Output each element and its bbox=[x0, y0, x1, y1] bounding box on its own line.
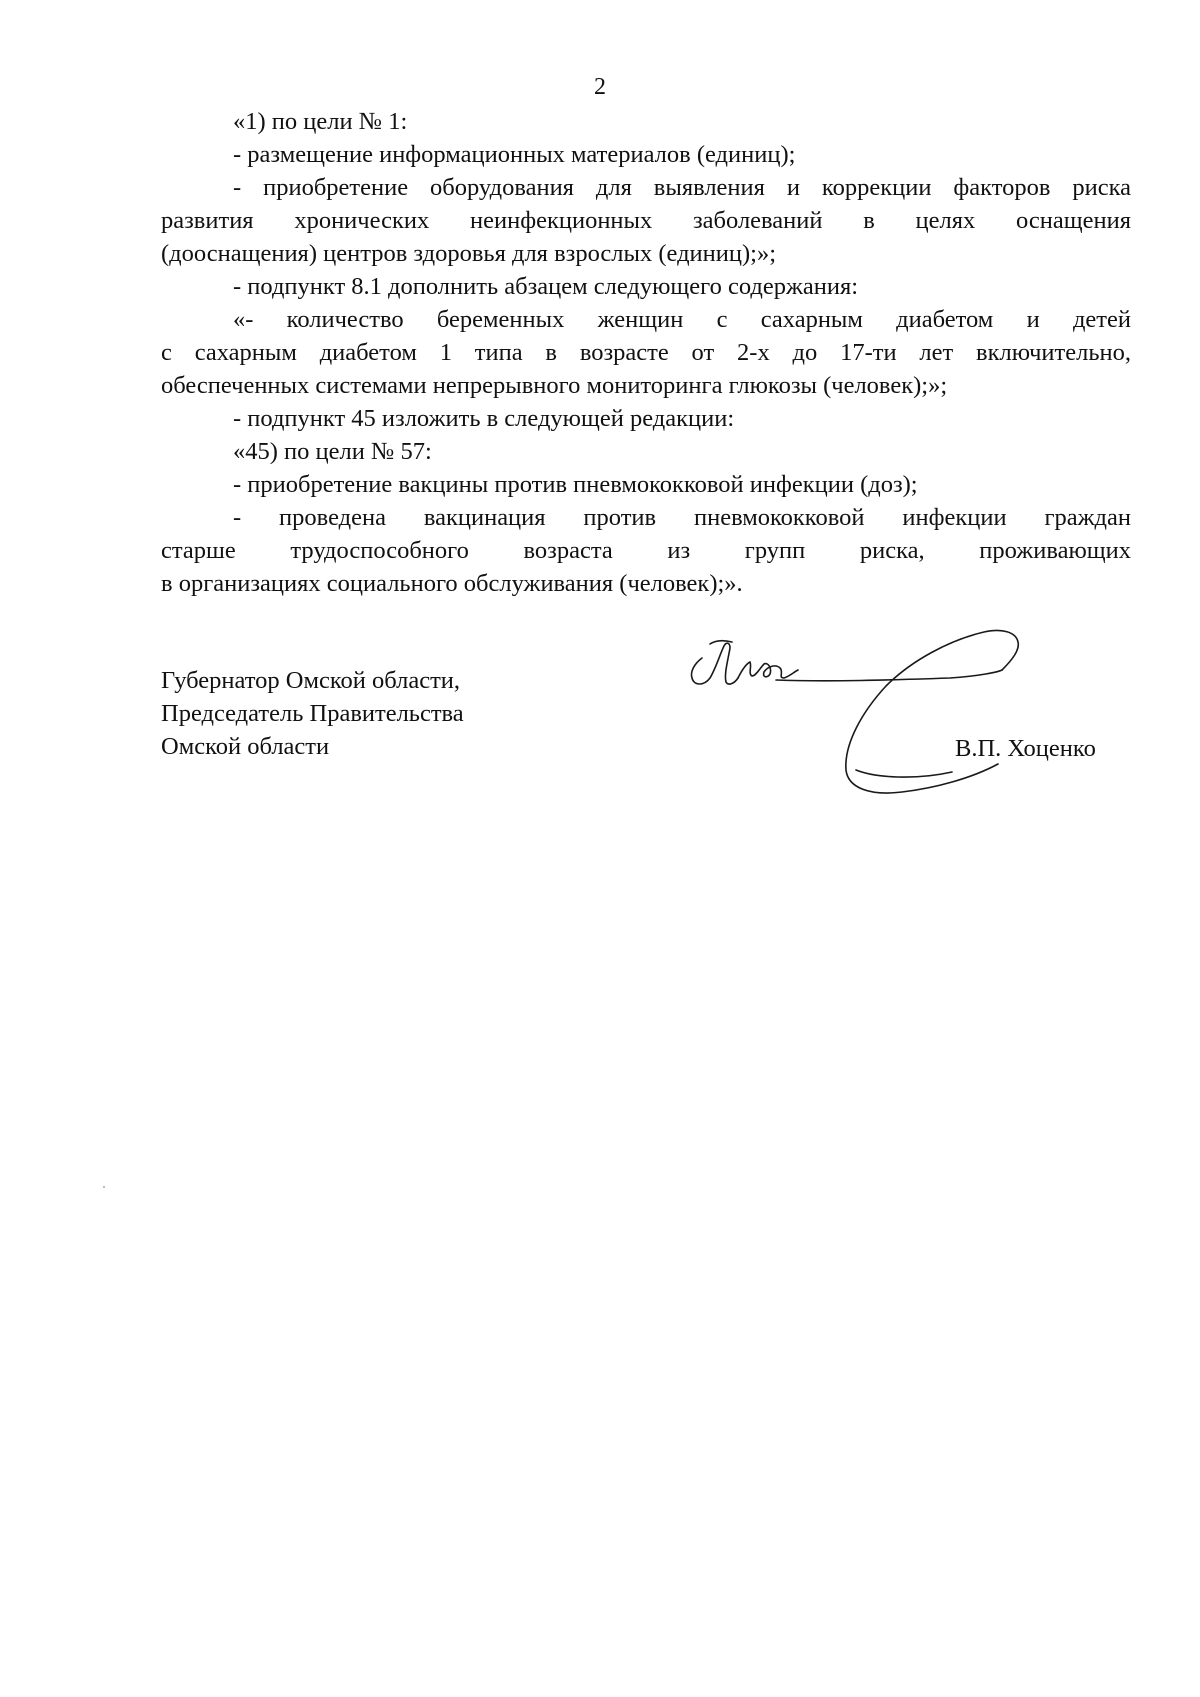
paragraph-line: «45) по цели № 57: bbox=[233, 438, 432, 465]
document-body bbox=[161, 105, 1131, 600]
paragraph-line: - приобретение оборудования для выявления и коррекции факторов риска bbox=[233, 174, 1131, 201]
signatory-position-line: Губернатор Омской области, bbox=[161, 667, 461, 694]
paragraph-line: «- количество беременных женщин с сахарным диабетом и детей bbox=[233, 306, 1131, 333]
scan-artifact bbox=[103, 1186, 105, 1188]
paragraph-line: старше трудоспособного возраста из групп риска, проживающих bbox=[161, 537, 1131, 564]
paragraph-line: с сахарным диабетом 1 типа в возрасте от 2-х до 17-ти лет включительно, bbox=[161, 339, 1131, 366]
paragraph-line: - размещение информационных материалов (единиц); bbox=[233, 141, 796, 168]
paragraph-line: (дооснащения) центров здоровья для взрослых (единиц);»; bbox=[161, 240, 777, 267]
page-number: 2 bbox=[594, 74, 606, 100]
handwritten-signature bbox=[680, 620, 1100, 840]
paragraph-line: - подпункт 8.1 дополнить абзацем следующего содержания: bbox=[233, 273, 859, 300]
paragraph-line: - проведена вакцинация против пневмококковой инфекции граждан bbox=[233, 504, 1131, 531]
signatory-name: В.П. Хоценко bbox=[955, 735, 1096, 762]
paragraph-line: развития хронических неинфекционных заболеваний в целях оснащения bbox=[161, 207, 1131, 234]
paragraph-line: в организациях социального обслуживания (человек);». bbox=[161, 570, 743, 597]
signatory-position-line: Председатель Правительства bbox=[161, 700, 464, 727]
signatory-position bbox=[161, 664, 464, 763]
signatory-position-line: Омской области bbox=[161, 733, 330, 760]
paragraph-line: - приобретение вакцины против пневмококковой инфекции (доз); bbox=[233, 471, 918, 498]
paragraph-line: обеспеченных системами непрерывного мониторинга глюкозы (человек);»; bbox=[161, 372, 948, 399]
paragraph-line: «1) по цели № 1: bbox=[233, 108, 408, 135]
paragraph-line: - подпункт 45 изложить в следующей редакции: bbox=[233, 405, 735, 432]
